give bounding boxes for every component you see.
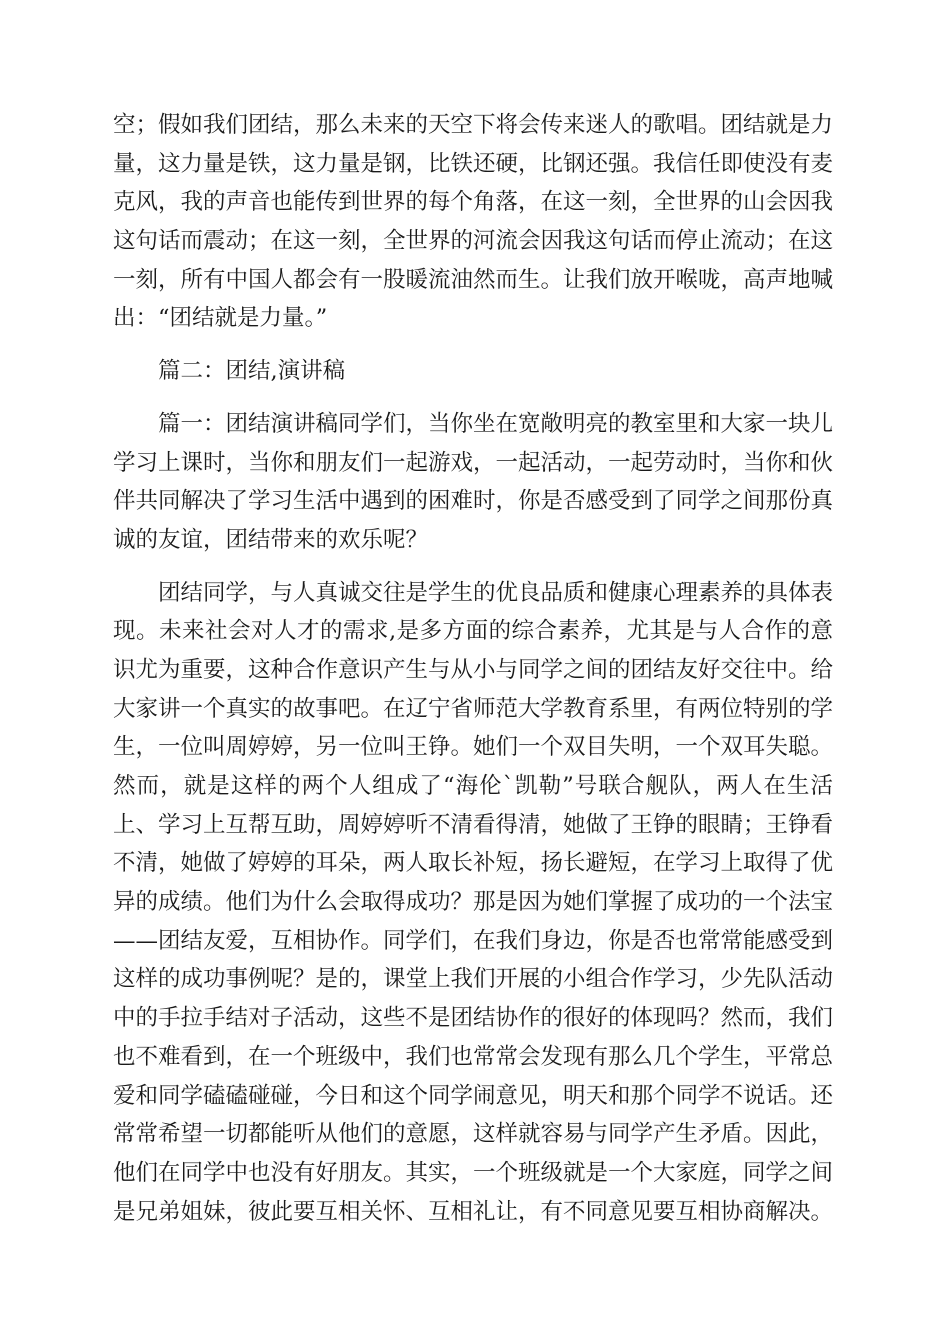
text-line: 生，一位叫周婷婷，另一位叫王铮。她们一个双目失明，一个双耳失聪。 — [113, 734, 834, 761]
paragraph-spacer — [113, 560, 833, 574]
text-line: 篇一：团结演讲稿同学们，当你坐在宽敞明亮的教室里和大家一块儿 — [113, 410, 834, 437]
text-line: 他们在同学中也没有好朋友。其实，一个班级就是一个大家庭，同学之间 — [113, 1159, 834, 1186]
text-line: 克风，我的声音也能传到世界的每个角落，在这一刻，全世界的山会因我 — [113, 189, 834, 216]
paragraph-intro-continuation — [113, 106, 833, 338]
text-line: 是兄弟姐妹，彼此要互相关怀、互相礼让，有不同意见要互相协商解决。 — [113, 1198, 834, 1225]
paragraph-spacer — [113, 391, 833, 405]
text-line: 异的成绩。他们为什么会取得成功？那是因为她们掌握了成功的一个法宝 — [113, 889, 834, 916]
text-line: 识尤为重要，这种合作意识产生与从小与同学之间的团结友好交往中。给 — [113, 656, 834, 683]
text-line: 学习上课时，当你和朋友们一起游戏，一起活动，一起劳动时，当你和伙 — [113, 449, 834, 476]
text-line: 大家讲一个真实的故事吧。在辽宁省师范大学教育系里，有两位特别的学 — [113, 695, 834, 722]
text-line: ——团结友爱，互相协作。同学们，在我们身边，你是否也常常能感受到 — [113, 927, 834, 954]
paragraph-spacer — [113, 338, 833, 352]
text-line: 量，这力量是铁，这力量是钢，比铁还硬，比钢还强。我信任即使没有麦 — [113, 150, 834, 177]
section-heading — [113, 352, 833, 391]
text-line: 不清，她做了婷婷的耳朵，两人取长补短，扬长避短，在学习上取得了优 — [113, 850, 834, 877]
text-line: 然而，就是这样的两个人组成了“海伦`凯勒”号联合舰队，两人在生活 — [113, 773, 833, 799]
text-line: 这样的成功事例呢？是的，课堂上我们开展的小组合作学习，少先队活动 — [113, 966, 834, 993]
text-line: 爱和同学磕磕碰碰，今日和这个同学闹意见，明天和那个同学不说话。还 — [113, 1082, 834, 1109]
text-line: 出：“团结就是力量。” — [113, 305, 328, 332]
text-line: 伴共同解决了学习生活中遇到的困难时，你是否感受到了同学之间那份真 — [113, 488, 834, 515]
document-body — [113, 106, 833, 1231]
text-line: 团结同学，与人真诚交往是学生的优良品质和健康心理素养的具体表 — [113, 579, 834, 606]
text-line: 中的手拉手结对子活动，这些不是团结协作的很好的体现吗？然而，我们 — [113, 1005, 834, 1032]
paragraph-speech-body — [113, 574, 833, 1232]
text-line: 上、学习上互帮互助，周婷婷听不清看得清，她做了王铮的眼睛；王铮看 — [113, 811, 834, 838]
text-line: 这句话而震动；在这一刻，全世界的河流会因我这句话而停止流动；在这 — [113, 228, 834, 255]
heading-line: 篇二：团结,演讲稿 — [113, 358, 346, 385]
text-line: 诚的友谊，团结带来的欢乐呢？ — [113, 526, 429, 553]
text-line: 现。未来社会对人才的需求,是多方面的综合素养，尤其是与人合作的意 — [113, 618, 833, 645]
text-line: 空；假如我们团结，那么未来的天空下将会传来迷人的歌唱。团结就是力 — [113, 112, 834, 138]
text-line: 也不难看到，在一个班级中，我们也常常会发现有那么几个学生，平常总 — [113, 1043, 834, 1070]
text-line: 常常希望一切都能听从他们的意愿，这样就容易与同学产生矛盾。因此， — [113, 1121, 834, 1148]
text-line: 一刻，所有中国人都会有一股暖流油然而生。让我们放开喉咙，高声地喊 — [113, 266, 834, 293]
paragraph-speech-opening — [113, 405, 833, 560]
